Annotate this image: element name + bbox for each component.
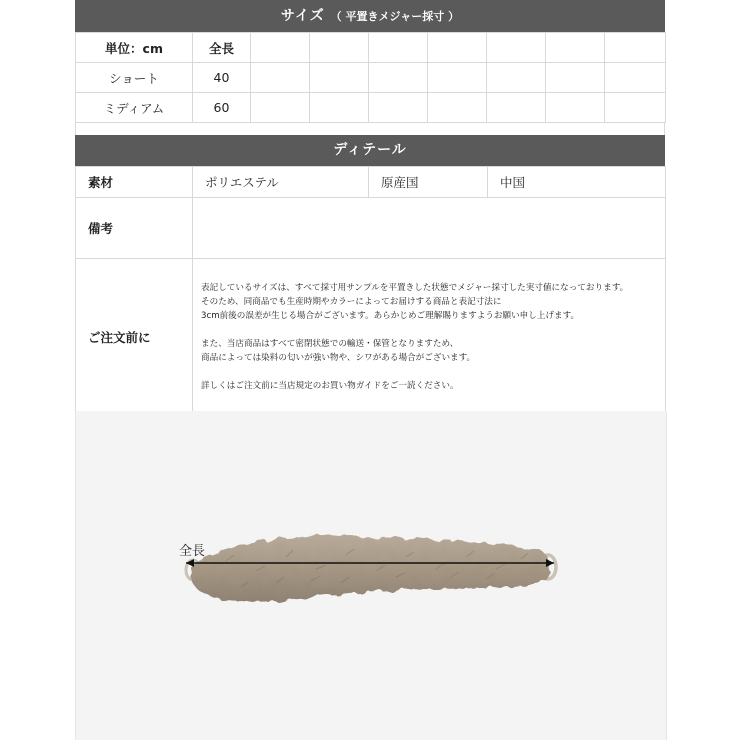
- size-subtitle: （ 平置きメジャー採寸 ）: [330, 10, 460, 23]
- notice-line: 3cm前後の誤差が生じる場合がございます。あらかじめご理解賜りますようお願い申し上げます。: [201, 311, 580, 321]
- notice-line: [201, 323, 657, 337]
- notice-label: ご注文前に: [76, 259, 193, 416]
- empty-cell: [251, 63, 310, 93]
- empty-cell: [605, 93, 666, 123]
- empty-cell: [487, 93, 546, 123]
- notice-line: そのため、同商品でも生産時期やカラーによってお届けする商品と表記寸法に: [201, 297, 502, 307]
- detail-section-header: [75, 135, 665, 166]
- material-row: [76, 167, 666, 198]
- empty-cell: [428, 93, 487, 123]
- empty-cell: [428, 63, 487, 93]
- product-photo: [75, 411, 667, 740]
- empty-cell: [251, 93, 310, 123]
- empty-cell: [546, 93, 605, 123]
- fur-strap-illustration: [76, 411, 666, 740]
- notice-line: 商品によっては染料の匂いが強い物や、シワがある場合がございます。: [201, 353, 476, 363]
- remarks-label: 備考: [76, 198, 193, 259]
- remarks-row: [76, 198, 666, 259]
- origin-label: 原産国: [369, 167, 488, 198]
- size-value-cell: 40: [193, 63, 251, 93]
- origin-value: 中国: [488, 167, 666, 198]
- empty-cell: [369, 63, 428, 93]
- notice-line: [201, 365, 657, 379]
- notice-line: 詳しくはご注文前に当店規定のお買い物ガイドをご一読ください。: [201, 381, 459, 391]
- size-value-cell: 60: [193, 93, 251, 123]
- size-title: サイズ: [280, 8, 325, 24]
- length-header-cell: 全長: [193, 33, 251, 63]
- size-name-cell: ミディアム: [76, 93, 193, 123]
- remarks-value: [193, 198, 666, 259]
- notice-text: [193, 259, 666, 416]
- empty-cell: [310, 33, 369, 63]
- size-header-row: [76, 33, 666, 63]
- size-row-short: [76, 63, 666, 93]
- size-name-cell: ショート: [76, 63, 193, 93]
- material-value: ポリエステル: [193, 167, 369, 198]
- notice-line: 表記しているサイズは、すべて採寸用サンプルを平置きした状態でメジャー採寸した実寸値になっております。: [201, 283, 629, 293]
- empty-cell: [310, 93, 369, 123]
- measure-label: 全長: [179, 544, 206, 559]
- empty-cell: [310, 63, 369, 93]
- empty-cell: [546, 33, 605, 63]
- empty-cell: [428, 33, 487, 63]
- empty-cell: [369, 33, 428, 63]
- empty-cell: [487, 33, 546, 63]
- empty-cell: [605, 33, 666, 63]
- size-section-header: [75, 0, 665, 32]
- content: [75, 0, 665, 416]
- detail-table: [75, 166, 666, 416]
- empty-cell: [546, 63, 605, 93]
- empty-cell: [605, 63, 666, 93]
- detail-title: ディテール: [333, 142, 407, 158]
- empty-cell: [487, 63, 546, 93]
- size-row-medium: [76, 93, 666, 123]
- fur-body: [191, 536, 550, 602]
- section-gap: [75, 123, 665, 135]
- unit-cell: 単位：cm: [76, 33, 193, 63]
- notice-row: [76, 259, 666, 416]
- notice-line: また、当店商品はすべて密閉状態での輸送・保管となりますため、: [201, 339, 459, 349]
- empty-cell: [251, 33, 310, 63]
- empty-cell: [369, 93, 428, 123]
- size-table: [75, 32, 666, 123]
- material-label: 素材: [76, 167, 193, 198]
